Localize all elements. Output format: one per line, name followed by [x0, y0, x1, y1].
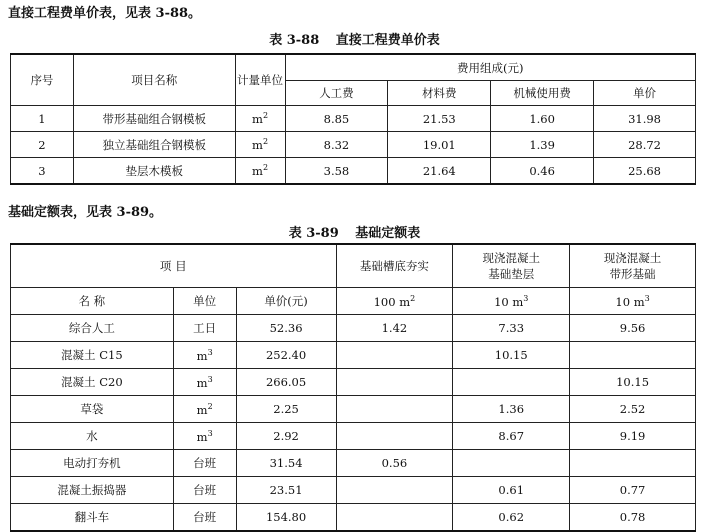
table-row: [11, 369, 696, 396]
header-item: 项 目: [11, 244, 337, 288]
cell-c3: 9.19: [570, 423, 696, 450]
cell-name: 综合人工: [11, 315, 174, 342]
table-row: [11, 504, 696, 532]
cell-price: 31.54: [236, 450, 336, 477]
cell-c3: 2.52: [570, 396, 696, 423]
header-seq: 序号: [11, 54, 74, 106]
cell-material: 21.64: [388, 158, 491, 185]
header-unit: 单位: [173, 288, 236, 315]
table-caption-2: [0, 222, 709, 241]
cell-c1: [336, 477, 453, 504]
cell-price: 266.05: [236, 369, 336, 396]
cell-c3: [570, 342, 696, 369]
cell-c2: [453, 369, 570, 396]
cell-c3: 9.56: [570, 315, 696, 342]
table-row: [11, 450, 696, 477]
cell-price: 52.36: [236, 315, 336, 342]
table-row: [11, 423, 696, 450]
cell-unit: $m^2$: [235, 106, 285, 132]
table-number: 表 3-89: [288, 226, 339, 241]
cell-name: 垫层木模板: [73, 158, 235, 185]
cell-machine: 1.60: [491, 106, 594, 132]
cell-unit: 台班: [173, 477, 236, 504]
cell-unit: $m^3$: [173, 423, 236, 450]
cell-c2: 0.62: [453, 504, 570, 532]
header-tamping: 基础槽底夯实: [336, 244, 453, 288]
cell-price: 154.80: [236, 504, 336, 532]
table-row: [11, 106, 696, 132]
cell-unit: $m^2$: [235, 132, 285, 158]
cell-seq: 1: [11, 106, 74, 132]
header-name: 名 称: [11, 288, 174, 315]
cell-price: 252.40: [236, 342, 336, 369]
table-row: [11, 158, 696, 185]
cell-price: 31.98: [594, 106, 696, 132]
cell-labor: 8.85: [285, 106, 388, 132]
cell-c1: [336, 369, 453, 396]
cell-seq: 3: [11, 158, 74, 185]
cell-c1: 1.42: [336, 315, 453, 342]
unit-c3: 10 $m^3$: [570, 288, 696, 315]
cell-unit: 工日: [173, 315, 236, 342]
cell-unit: $m^3$: [173, 369, 236, 396]
cell-material: 19.01: [388, 132, 491, 158]
header-concrete-cushion: 现浇混凝土 基础垫层: [453, 244, 570, 288]
table-row: [11, 477, 696, 504]
cell-name: 混凝土振捣器: [11, 477, 174, 504]
header-name: 项目名称: [73, 54, 235, 106]
cell-name: 草袋: [11, 396, 174, 423]
header-price: 单价: [594, 81, 696, 106]
table-row: [11, 315, 696, 342]
cell-material: 21.53: [388, 106, 491, 132]
cell-c2: 8.67: [453, 423, 570, 450]
cell-c1: [336, 504, 453, 532]
header-machine: 机械使用费: [491, 81, 594, 106]
cell-price: 23.51: [236, 477, 336, 504]
intro-text-1: 直接工程费单价表，见表 3-88。: [8, 6, 202, 21]
cell-machine: 1.39: [491, 132, 594, 158]
cell-price: 28.72: [594, 132, 696, 158]
header-concrete-strip: 现浇混凝土 带形基础: [570, 244, 696, 288]
cell-name: 混凝土 C20: [11, 369, 174, 396]
header-labor: 人工费: [285, 81, 388, 106]
unit-c2: 10 $m^3$: [453, 288, 570, 315]
header-unit: 计量单位: [235, 54, 285, 106]
cell-unit: $m^2$: [235, 158, 285, 185]
intro-text-2: 基础定额表，见表 3-89。: [8, 205, 163, 220]
header-material: 材料费: [388, 81, 491, 106]
cell-c2: 0.61: [453, 477, 570, 504]
cell-name: 翻斗车: [11, 504, 174, 532]
cell-price: 2.92: [236, 423, 336, 450]
cell-c3: 10.15: [570, 369, 696, 396]
cell-machine: 0.46: [491, 158, 594, 185]
cell-price: 25.68: [594, 158, 696, 185]
cell-price: 2.25: [236, 396, 336, 423]
header-cost: 费用组成(元): [285, 54, 695, 81]
cell-labor: 8.32: [285, 132, 388, 158]
cell-labor: 3.58: [285, 158, 388, 185]
unit-c1: 100 $m^2$: [336, 288, 453, 315]
cell-unit: 台班: [173, 450, 236, 477]
cell-c2: 1.36: [453, 396, 570, 423]
table-number: 表 3-88: [269, 33, 320, 48]
header-price: 单价(元): [236, 288, 336, 315]
table-title: 基础定额表: [355, 226, 421, 241]
table-caption-1: [0, 29, 709, 48]
table-row: [11, 396, 696, 423]
cell-c3: 0.77: [570, 477, 696, 504]
cell-name: 带形基础组合钢模板: [73, 106, 235, 132]
cell-c3: [570, 450, 696, 477]
table-title: 直接工程费单价表: [335, 33, 440, 48]
cell-c2: 10.15: [453, 342, 570, 369]
cell-unit: 台班: [173, 504, 236, 532]
cell-c1: [336, 396, 453, 423]
cell-name: 水: [11, 423, 174, 450]
cell-name: 独立基础组合钢模板: [73, 132, 235, 158]
table-row: [11, 132, 696, 158]
cell-unit: $m^3$: [173, 342, 236, 369]
cell-c3: 0.78: [570, 504, 696, 532]
cell-c1: 0.56: [336, 450, 453, 477]
cell-c1: [336, 342, 453, 369]
cell-seq: 2: [11, 132, 74, 158]
cell-name: 混凝土 C15: [11, 342, 174, 369]
cell-unit: $m^2$: [173, 396, 236, 423]
cell-c1: [336, 423, 453, 450]
foundation-quota-table: [10, 243, 696, 532]
unit-price-table: [10, 53, 696, 185]
cell-c2: [453, 450, 570, 477]
cell-c2: 7.33: [453, 315, 570, 342]
cell-name: 电动打夯机: [11, 450, 174, 477]
table-row: [11, 342, 696, 369]
